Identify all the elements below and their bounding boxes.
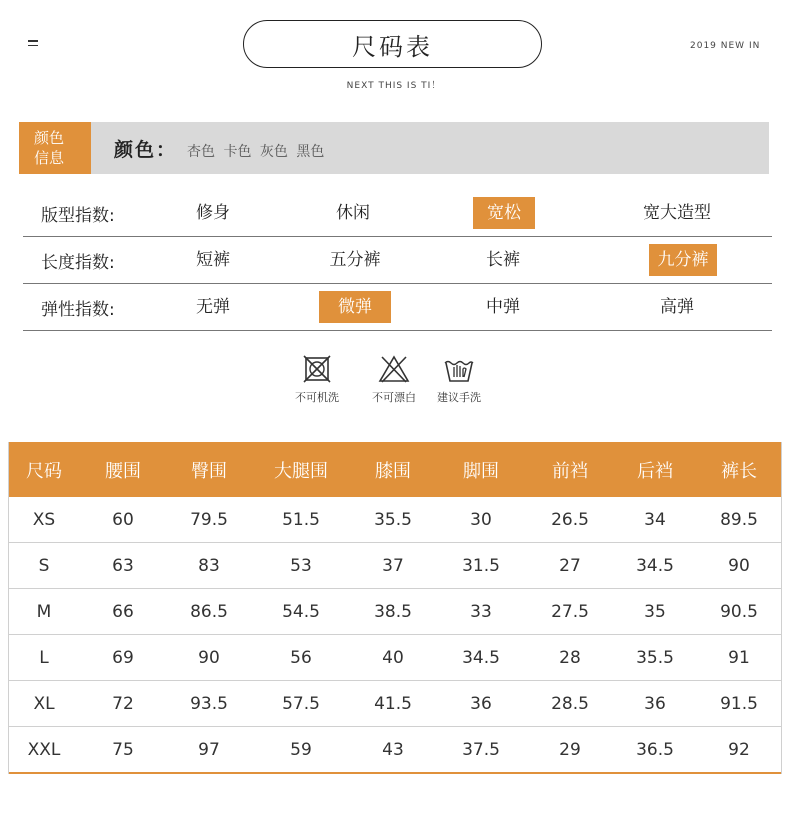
table-cell: 31.5 bbox=[436, 543, 526, 589]
page-title: 尺码表 bbox=[243, 20, 542, 68]
table-cell: 90.5 bbox=[696, 589, 782, 635]
table-cell: 93.5 bbox=[166, 681, 252, 727]
size-table bbox=[8, 442, 782, 774]
table-row bbox=[8, 497, 782, 543]
table-cell: XL bbox=[8, 681, 80, 727]
table-cell: 37 bbox=[350, 543, 436, 589]
table-cell: 72 bbox=[80, 681, 166, 727]
table-cell: 35.5 bbox=[614, 635, 696, 681]
table-row bbox=[8, 681, 782, 727]
table-cell: 51.5 bbox=[252, 497, 350, 543]
index-option: 休闲 bbox=[336, 203, 370, 223]
index-option: 中弹 bbox=[486, 297, 520, 317]
table-cell: 75 bbox=[80, 727, 166, 774]
index-option-selected: 宽松 bbox=[473, 197, 535, 229]
table-cell: 60 bbox=[80, 497, 166, 543]
no-bleach-icon bbox=[378, 355, 410, 383]
table-cell: 37.5 bbox=[436, 727, 526, 774]
table-cell: 86.5 bbox=[166, 589, 252, 635]
table-cell: 59 bbox=[252, 727, 350, 774]
index-option: 无弹 bbox=[196, 297, 230, 317]
table-cell: 57.5 bbox=[252, 681, 350, 727]
table-cell: 29 bbox=[526, 727, 614, 774]
table-cell: XS bbox=[8, 497, 80, 543]
table-cell: 91.5 bbox=[696, 681, 782, 727]
care-label: 不可漂白 bbox=[372, 391, 416, 404]
color-label: 颜色： bbox=[114, 139, 178, 161]
table-cell: 66 bbox=[80, 589, 166, 635]
color-info-tag bbox=[19, 122, 91, 174]
table-cell: 28.5 bbox=[526, 681, 614, 727]
page-subtitle: NEXT THIS IS TI！ bbox=[346, 81, 442, 91]
table-cell: 34.5 bbox=[614, 543, 696, 589]
hand-wash-icon bbox=[443, 355, 475, 383]
table-cell: M bbox=[8, 589, 80, 635]
index-label: 弹性指数: bbox=[41, 300, 115, 320]
table-cell: 63 bbox=[80, 543, 166, 589]
table-cell: 91 bbox=[696, 635, 782, 681]
table-cell: 90 bbox=[696, 543, 782, 589]
table-cell: 34.5 bbox=[436, 635, 526, 681]
column-header: 前裆 bbox=[526, 442, 614, 497]
table-row bbox=[8, 727, 782, 774]
table-cell: 83 bbox=[166, 543, 252, 589]
table-row bbox=[8, 589, 782, 635]
table-cell: 92 bbox=[696, 727, 782, 774]
table-cell: 56 bbox=[252, 635, 350, 681]
size-table-header bbox=[8, 442, 782, 497]
index-option-selected: 九分裤 bbox=[649, 244, 717, 276]
column-header: 后裆 bbox=[614, 442, 696, 497]
color-info-bar bbox=[19, 122, 769, 174]
table-cell: 28 bbox=[526, 635, 614, 681]
table-row bbox=[8, 543, 782, 589]
table-cell: 26.5 bbox=[526, 497, 614, 543]
table-cell: 69 bbox=[80, 635, 166, 681]
column-header: 臀围 bbox=[166, 442, 252, 497]
table-cell: 30 bbox=[436, 497, 526, 543]
table-cell: 35 bbox=[614, 589, 696, 635]
index-option: 五分裤 bbox=[329, 250, 381, 270]
table-cell: 38.5 bbox=[350, 589, 436, 635]
table-cell: 54.5 bbox=[252, 589, 350, 635]
table-cell: 40 bbox=[350, 635, 436, 681]
column-header: 膝围 bbox=[350, 442, 436, 497]
index-option: 宽大造型 bbox=[643, 203, 711, 223]
table-cell: 90 bbox=[166, 635, 252, 681]
table-cell: 43 bbox=[350, 727, 436, 774]
index-label: 长度指数: bbox=[41, 253, 115, 273]
column-header: 大腿围 bbox=[252, 442, 350, 497]
table-cell: 36 bbox=[436, 681, 526, 727]
column-header: 裤长 bbox=[696, 442, 782, 497]
table-cell: S bbox=[8, 543, 80, 589]
index-option: 长裤 bbox=[486, 250, 520, 270]
color-options: 杏色 卡色 灰色 黑色 bbox=[187, 144, 325, 160]
table-cell: XXL bbox=[8, 727, 80, 774]
table-cell: 33 bbox=[436, 589, 526, 635]
table-cell: 97 bbox=[166, 727, 252, 774]
index-option: 高弹 bbox=[660, 297, 694, 317]
no-tumble-dry-icon bbox=[303, 355, 331, 383]
index-option-selected: 微弹 bbox=[319, 291, 391, 323]
table-cell: L bbox=[8, 635, 80, 681]
table-cell: 34 bbox=[614, 497, 696, 543]
index-table bbox=[23, 190, 772, 331]
care-hand-wash bbox=[419, 355, 499, 405]
care-label: 不可机洗 bbox=[295, 391, 339, 404]
table-cell: 36 bbox=[614, 681, 696, 727]
color-tag-line2: 信息 bbox=[34, 149, 65, 167]
column-header: 腰围 bbox=[80, 442, 166, 497]
care-label: 建议手洗 bbox=[437, 391, 481, 404]
fit-index-row bbox=[23, 190, 772, 237]
care-no-machine-wash bbox=[277, 355, 357, 405]
length-index-row bbox=[23, 237, 772, 284]
index-option: 短裤 bbox=[196, 250, 230, 270]
table-cell: 27 bbox=[526, 543, 614, 589]
index-label: 版型指数: bbox=[41, 206, 115, 226]
table-cell: 35.5 bbox=[350, 497, 436, 543]
table-row bbox=[8, 635, 782, 681]
color-tag-line1: 颜色 bbox=[34, 129, 65, 147]
menu-icon[interactable] bbox=[28, 38, 40, 50]
table-cell: 79.5 bbox=[166, 497, 252, 543]
elasticity-index-row bbox=[23, 284, 772, 331]
column-header: 尺码 bbox=[8, 442, 80, 497]
table-cell: 36.5 bbox=[614, 727, 696, 774]
year-tag: 2019 NEW IN bbox=[690, 41, 761, 51]
table-cell: 53 bbox=[252, 543, 350, 589]
column-header: 脚围 bbox=[436, 442, 526, 497]
index-option: 修身 bbox=[196, 203, 230, 223]
table-cell: 41.5 bbox=[350, 681, 436, 727]
table-cell: 89.5 bbox=[696, 497, 782, 543]
table-cell: 27.5 bbox=[526, 589, 614, 635]
